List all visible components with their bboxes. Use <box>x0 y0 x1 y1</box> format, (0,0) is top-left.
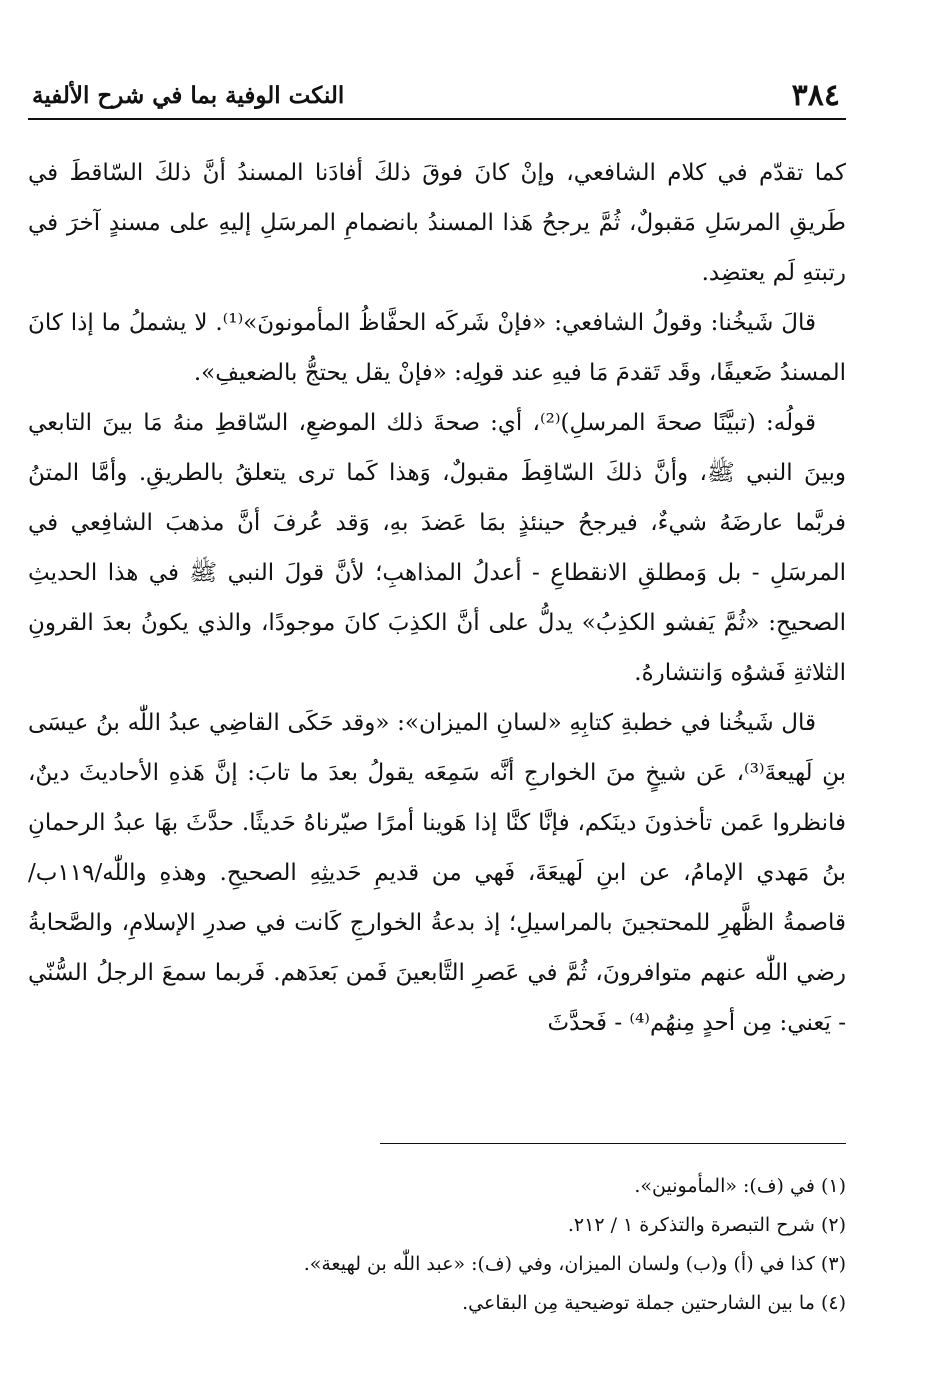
page-header <box>28 66 846 120</box>
footnote-3: (٣) كذا في (أ) و(ب) ولسان الميزان، وفي (ف): «عبد اللّٰه بن لهيعة». <box>303 1253 846 1275</box>
paragraph-continuation: كما تقدّم في كلام الشافعي، وإنْ كانَ فوقَ ذلكَ أفادَنا المسندُ أنَّ ذلكَ السّاقطَ في طَريقِ المرسَلِ مَقبولٌ، ثُمَّ يرجحُ هَذا المسندُ بانضمامِ المرسَلِ إليهِ على مسندٍ آخرَ في رتبتهِ لَم يعتضِد. <box>28 160 846 286</box>
footnotes <box>28 1167 846 1323</box>
paragraph: قالَ شَيخُنا: وقولُ الشافعي: «فإنْ شَركَه الحفَّاظُ المأمونونَ»⁽¹⁾. لا يشملُ ما إذا كانَ المسندُ ضَعيفًا، وقَد تَقدمَ مَا فيهِ عند قولِه: «فإنْ يقل يحتجُّ بالضعيفِ». <box>28 310 846 386</box>
running-title: النكت الوفية بما في شرح الألفية <box>32 82 345 109</box>
main-text <box>28 148 846 1048</box>
footnote-1: (١) في (ف): «المأمونين». <box>634 1175 846 1197</box>
footnote-2: (٢) شرح التبصرة والتذكرة ١ / ٢١٢. <box>567 1214 846 1236</box>
footnote-divider <box>380 1143 846 1144</box>
page-number: ٣٨٤ <box>791 78 840 113</box>
footnote-4: (٤) ما بين الشارحتين جملة توضيحية مِن البقاعي. <box>462 1292 846 1314</box>
paragraph: قولُه: (تبيَّنًا صحةَ المرسلِ)⁽²⁾، أي: صحةَ ذلك الموضعِ، السّاقطِ منهُ مَا بينَ التابعي وبينَ النبي ﷺ، وأنَّ ذلكَ السّاقِطَ مقبولٌ، وَهذا كَما ترى يتعلقُ بالطريقِ. وأمَّا المتنُ فربَّما عارضَهُ شيءٌ، فيرجحُ حينئذٍ بمَا عَضدَ بهِ، وَقد عُرفَ أنَّ مذهبَ الشافِعي في المرسَلِ - بل وَمطلقِ الانقطاعِ - أعدلُ المذاهبِ؛ لأنَّ قولَ النبي ﷺ في هذا الحديثِ الصحيحِ: «ثُمَّ يَفشو الكذِبُ» يدلُّ على أنَّ الكذِبَ كانَ موجودًا، والذي يكونُ بعدَ القرونِ الثلاثةِ فَشوُه وَانتشارهُ. <box>28 410 846 686</box>
paragraph: قال شَيخُنا في خطبةِ كتابِهِ «لسانِ الميزان»: «وقد حَكَى القاضِي عبدُ اللّٰه بنُ عيسَى بنِ لَهيعةَ⁽³⁾، عَن شيخٍ منَ الخوارجِ أنَّه سَمِعَه يقولُ بعدَ ما تابَ: إنَّ هَذهِ الأحاديثَ دينٌ، فانظروا عَمن تأخذونَ دينَكم، فإنَّا كنَّا إذا هَوينا أمرًا صيّرناهُ حَديثًا. حدَّثَ بهَا عبدُ الرحمانِ بنُ مَهدي الإمامُ، عن ابنِ لَهيعَةَ، فَهي من قديمِ حَديثِهِ الصحيحِ. وهذهِ واللّٰه/١١٩ب/ قاصمةُ الظَّهرِ للمحتجينَ بالمراسيلِ؛ إذ بدعةُ الخوارجِ كَانت في صدرِ الإسلامِ، والصَّحابةُ رضي اللّٰه عنهم متوافرونَ، ثُمَّ في عَصرِ التَّابعينَ فَمن بَعدَهم. فَربما سمعَ الرجلُ السُّنّي - يَعني: مِن أحدٍ مِنهُم⁽⁴⁾ - فَحدَّثَ <box>28 710 846 1036</box>
